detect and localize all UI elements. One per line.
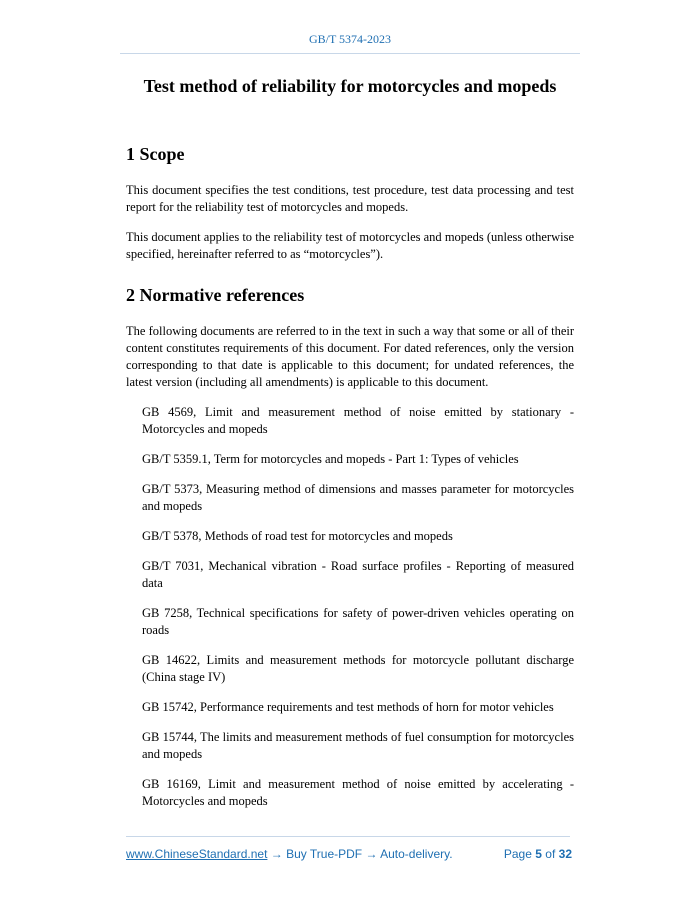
reference-item: GB 15742, Performance requirements and test methods of horn for motor vehicles	[142, 700, 554, 714]
reference-item: GB 16169, Limit and measurement method of noise emitted by accelerating - Motorcycles and mopeds	[142, 777, 574, 808]
header-standard-id: GB/T 5374-2023	[308, 32, 392, 46]
reference-list	[126, 404, 574, 810]
reference-item: GB/T 5359.1, Term for motorcycles and mopeds - Part 1: Types of vehicles	[142, 452, 519, 466]
document-title: Test method of reliability for motorcycles and mopeds	[143, 76, 557, 96]
reference-item: GB/T 5378, Methods of road test for motorcycles and mopeds	[142, 529, 453, 543]
header-divider	[120, 53, 580, 54]
scope-paragraph: This document specifies the test conditions, test procedure, test data processing and test report for the reliability test of motorcycles and mopeds.	[126, 183, 574, 214]
page-current: 5	[535, 847, 542, 861]
reference-item: GB/T 7031, Mechanical vibration - Road surface profiles - Reporting of measured data	[142, 559, 574, 590]
scope-paragraph: This document applies to the reliability test of motorcycles and mopeds (unless otherwise specified, hereinafter referred to as “motorcycles”).	[126, 230, 574, 261]
section-heading-scope: 1 Scope	[126, 144, 185, 164]
section-heading-normative-references: 2 Normative references	[126, 285, 305, 305]
page-indicator	[504, 847, 572, 861]
page-label: Page	[503, 847, 532, 861]
footer-divider	[126, 836, 570, 837]
footer-tagline: → Buy True-PDF → Auto-delivery.	[267, 847, 453, 861]
document-body	[126, 142, 574, 823]
normative-references-intro: The following documents are referred to in the text in such a way that some or all of their content constitutes requirements of this document. For dated references, only the version corresponding to that date is applicable to this document; for undated references, the latest version (including all amendments) is applicable to this document.	[126, 324, 574, 389]
reference-item: GB 7258, Technical specifications for safety of power-driven vehicles operating on roads	[142, 606, 574, 637]
page-total: 32	[558, 847, 572, 861]
reference-item: GB 15744, The limits and measurement methods of fuel consumption for motorcycles and mopeds	[142, 730, 574, 761]
reference-item: GB/T 5373, Measuring method of dimensions and masses parameter for motorcycles and mopeds	[142, 482, 574, 513]
reference-item: GB 4569, Limit and measurement method of noise emitted by stationary - Motorcycles and mopeds	[142, 405, 574, 436]
page-of: of	[545, 847, 556, 861]
website-link[interactable]: www.ChineseStandard.net	[126, 847, 268, 861]
footer	[126, 847, 572, 861]
reference-item: GB 14622, Limits and measurement methods for motorcycle pollutant discharge (China stage IV)	[142, 653, 574, 684]
